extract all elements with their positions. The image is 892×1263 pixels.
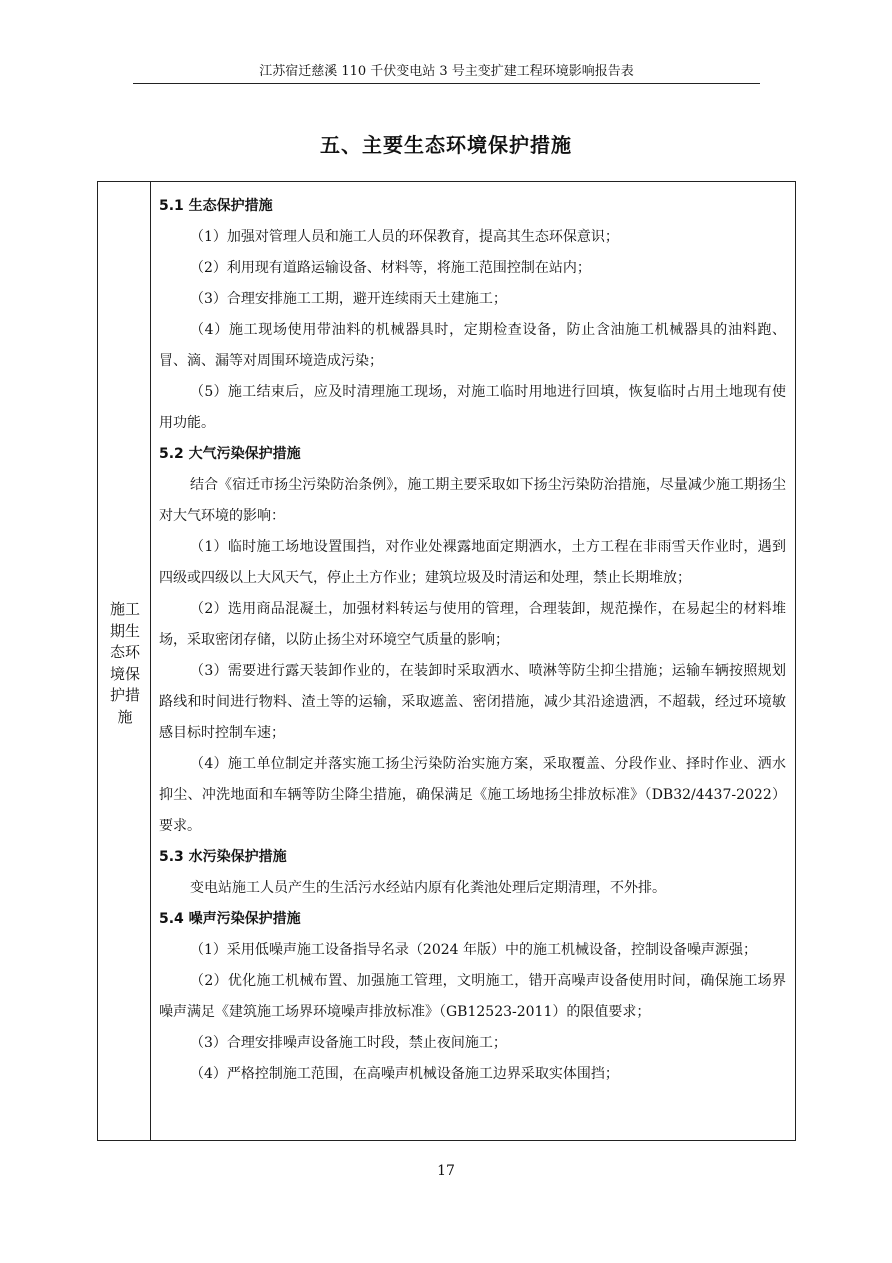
paragraph: （2）利用现有道路运输设备、材料等，将施工范围控制在站内； [190, 260, 591, 276]
paragraph: （3）合理安排噪声设备施工时段，禁止夜间施工； [190, 1035, 507, 1051]
running-header: 江苏宿迁慈溪 110 千伏变电站 3 号主变扩建工程环境影响报告表 [259, 64, 634, 79]
measures-table [97, 181, 796, 1141]
paragraph: （1）临时施工场地设置围挡，对作业处裸露地面定期洒水，土方工程在非雨雪天作业时，遇到四级或四级以上大风天气，停止土方作业；建筑垃圾及时清运和处理，禁止长期堆放； [159, 539, 786, 586]
paragraph: （1）加强对管理人员和施工人员的环保教育，提高其生态环保意识； [190, 229, 619, 245]
measures-content [159, 191, 786, 1090]
section-title: 五、主要生态环境保护措施 [320, 133, 572, 157]
page-number: 17 [437, 1163, 455, 1179]
paragraph: （3）需要进行露天装卸作业的，在装卸时采取洒水、喷淋等防尘抑尘措施；运输车辆按照规划路线和时间进行物料、渣土等的运输，采取遮盖、密闭措施，减少其沿途遗洒，不超载，经过环境敏感目标时控制车速； [159, 663, 786, 741]
side-label: 施工期生态环境保护措施 [109, 600, 140, 726]
paragraph: （2）优化施工机械布置、加强施工管理，文明施工，错开高噪声设备使用时间，确保施工场界噪声满足《建筑施工场界环境噪声排放标准》（GB12523-2011）的限值要求； [159, 973, 786, 1020]
paragraph: 变电站施工人员产生的生活污水经站内原有化粪池处理后定期清理，不外排。 [190, 880, 666, 896]
paragraph: （4）施工现场使用带油料的机械器具时，定期检查设备，防止含油施工机械器具的油料跑、冒、滴、漏等对周围环境造成污染； [159, 322, 786, 369]
paragraph: （2）选用商品混凝土，加强材料转运与使用的管理，合理装卸，规范操作，在易起尘的材料堆场，采取密闭存储，以防止扬尘对环境空气质量的影响； [159, 601, 786, 648]
heading-air: 5.2 大气污染保护措施 [159, 446, 301, 462]
side-label-cell [98, 182, 151, 1140]
paragraph: （4）施工单位制定并落实施工扬尘污染防治实施方案，采取覆盖、分段作业、择时作业、洒水抑尘、冲洗地面和车辆等防尘降尘措施，确保满足《施工场地扬尘排放标准》（DB32/4437-2022）要求。 [159, 756, 786, 834]
paragraph: （1）采用低噪声施工设备指导名录（2024 年版）中的施工机械设备，控制设备噪声源强； [190, 942, 757, 958]
heading-ecology: 5.1 生态保护措施 [159, 198, 273, 214]
heading-water: 5.3 水污染保护措施 [159, 849, 287, 865]
paragraph: （5）施工结束后，应及时清理施工现场，对施工临时用地进行回填，恢复临时占用土地现有使用功能。 [159, 384, 786, 431]
paragraph: （4）严格控制施工范围，在高噪声机械设备施工边界采取实体围挡； [190, 1066, 619, 1082]
paragraph: （3）合理安排施工工期，避开连续雨天土建施工； [190, 291, 507, 307]
header-rule [133, 83, 760, 84]
heading-noise: 5.4 噪声污染保护措施 [159, 911, 301, 927]
paragraph: 结合《宿迁市扬尘污染防治条例》，施工期主要采取如下扬尘污染防治措施，尽量减少施工期扬尘对大气环境的影响： [159, 477, 786, 524]
